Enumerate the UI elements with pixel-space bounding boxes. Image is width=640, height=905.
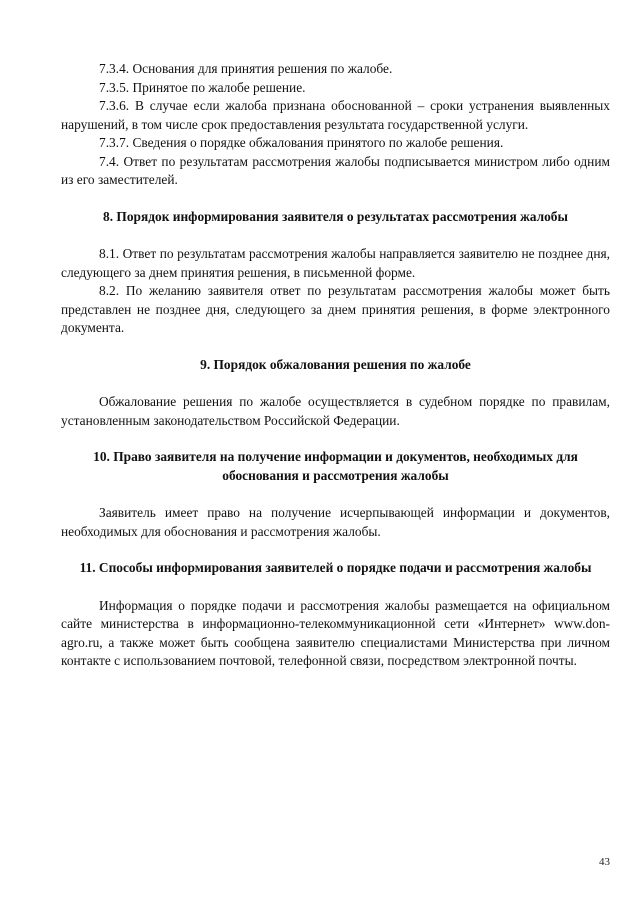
document-page: [61, 60, 610, 671]
paragraph-8-1: 8.1. Ответ по результатам рассмотрения жалобы направляется заявителю не позднее дня, следующего за днем принятия решения, в письменной форме.: [61, 246, 610, 280]
section-8-heading: 8. Порядок информирования заявителя о результатах рассмотрения жалобы: [103, 208, 568, 224]
paragraph-7-3-7: 7.3.7. Сведения о порядке обжалования принятого по жалобе решения.: [99, 135, 504, 150]
section-10-heading: 10. Право заявителя на получение информации и документов, необходимых для обоснования и рассмотрения жалобы: [93, 449, 578, 483]
paragraph-9-1: Обжалование решения по жалобе осуществляется в судебном порядке по правилам, установленным законодательством Российской Федерации.: [61, 394, 610, 428]
paragraph-7-3-6: 7.3.6. В случае если жалоба признана обоснованной – сроки устранения выявленных нарушений, в том числе срок предоставления результата государственной услуги.: [61, 98, 610, 132]
paragraph-8-2: 8.2. По желанию заявителя ответ по результатам рассмотрения жалобы может быть представлен не позднее дня, следующего за днем принятия решения, в форме электронного документа.: [61, 283, 610, 335]
paragraph-11-1: Информация о порядке подачи и рассмотрения жалобы размещается на официальном сайте министерства в информационно-телекоммуникационной сети «Интернет» www.don-agro.ru, а также может быть сообщена заявителю специалистами Министерства при личном контакте с использованием почтовой, телефонной связи, посредством электронной почты.: [61, 597, 610, 668]
page-number: 43: [599, 856, 610, 868]
section-9-heading: 9. Порядок обжалования решения по жалобе: [200, 356, 471, 372]
paragraph-7-3-5: 7.3.5. Принятое по жалобе решение.: [99, 79, 306, 95]
paragraph-7-4: 7.4. Ответ по результатам рассмотрения жалобы подписывается министром либо одним из его заместителей.: [61, 153, 610, 187]
paragraph-7-3-4: 7.3.4. Основания для принятия решения по жалобе.: [99, 61, 393, 76]
section-11-heading: 11. Способы информирования заявителей о порядке подачи и рассмотрения жалобы: [79, 560, 592, 575]
paragraph-10-1: Заявитель имеет право на получение исчерпывающей информации и документов, необходимых для обоснования и рассмотрения жалобы.: [61, 505, 610, 539]
